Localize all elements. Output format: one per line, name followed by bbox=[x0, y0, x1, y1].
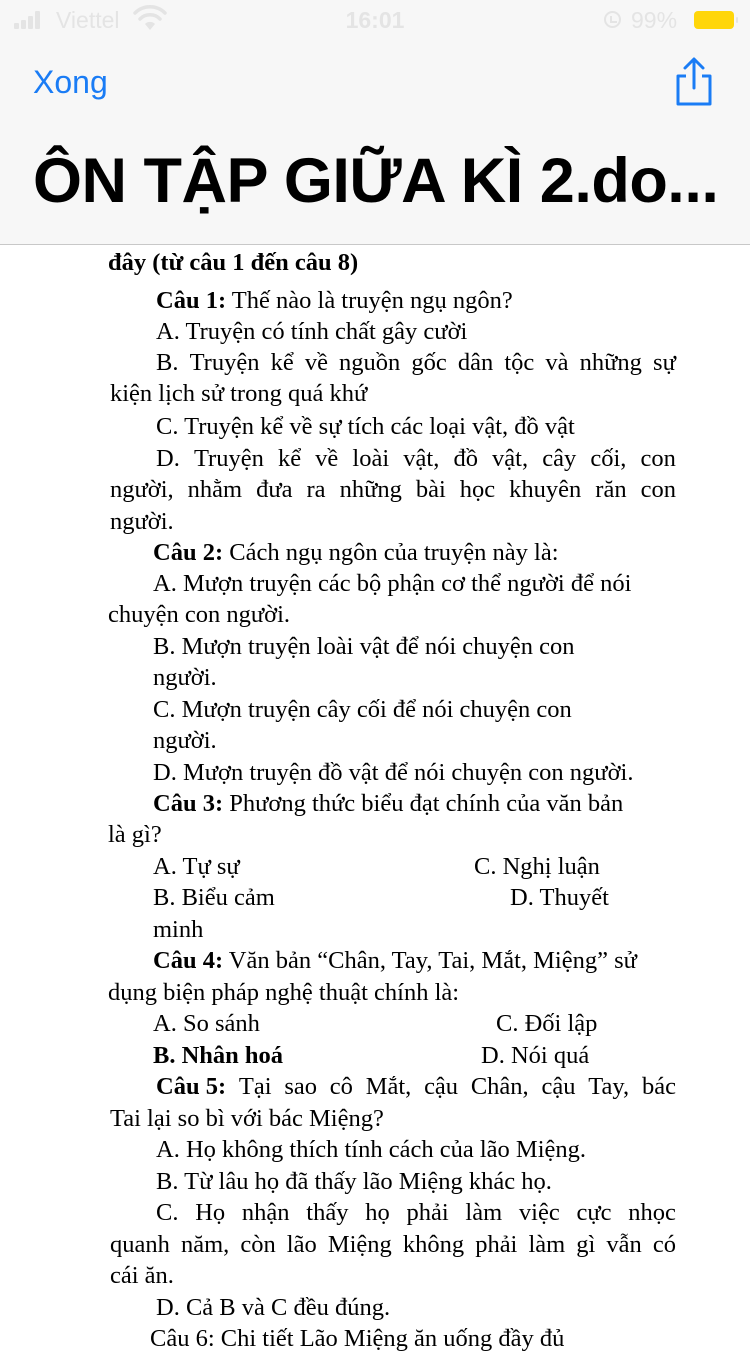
q4-option-d: D. Nói quá bbox=[481, 1042, 590, 1069]
question-6-partial: Câu 6: Chi tiết Lão Miệng ăn uống đầy đủ bbox=[150, 1325, 565, 1352]
document-content[interactable] bbox=[0, 245, 750, 1352]
q5-option-c-cont: quanh năm, còn lão Miệng không phải làm gì vẫn có bbox=[110, 1231, 676, 1258]
q5-option-d: D. Cả B và C đều đúng. bbox=[156, 1294, 391, 1321]
question-4-cont: dụng biện pháp nghệ thuật chính là: bbox=[108, 979, 460, 1006]
q2-option-a-cont: chuyện con người. bbox=[108, 601, 291, 628]
question-3: Câu 3: Phương thức biểu đạt chính của văn bản bbox=[153, 790, 624, 817]
orientation-lock-icon bbox=[604, 11, 621, 28]
share-button[interactable] bbox=[672, 56, 716, 108]
q5-option-a: A. Họ không thích tính cách của lão Miệng. bbox=[156, 1136, 587, 1163]
q2-option-d: D. Mượn truyện đồ vật để nói chuyện con người. bbox=[153, 759, 634, 786]
q2-option-a: A. Mượn truyện các bộ phận cơ thể người để nói bbox=[153, 570, 632, 597]
q1-option-d: D. Truyện kể về loài vật, đồ vật, cây cối, con bbox=[156, 445, 676, 472]
q1-option-b-cont: kiện lịch sử trong quá khứ bbox=[110, 380, 368, 407]
q5-option-c-end: cái ăn. bbox=[110, 1262, 174, 1289]
q1-option-d-end: người. bbox=[110, 508, 174, 535]
question-5-cont: Tai lại so bì với bác Miệng? bbox=[110, 1105, 384, 1132]
q2-option-c: C. Mượn truyện cây cối để nói chuyện con bbox=[153, 696, 572, 723]
q1-option-d-cont: người, nhằm đưa ra những bài học khuyên răn con bbox=[110, 476, 676, 503]
question-5: Câu 5: Tại sao cô Mắt, cậu Chân, cậu Tay, bác bbox=[156, 1073, 676, 1100]
q3-option-b: B. Biểu cảm bbox=[153, 884, 275, 911]
q1-option-b: B. Truyện kể về nguồn gốc dân tộc và những sự bbox=[156, 349, 676, 376]
battery-icon bbox=[694, 11, 734, 29]
q3-option-c: C. Nghị luận bbox=[474, 853, 600, 880]
navigation-header bbox=[0, 0, 750, 245]
section-heading: đây (từ câu 1 đến câu 8) bbox=[108, 249, 359, 276]
q2-option-c-cont: người. bbox=[153, 727, 217, 754]
status-bar bbox=[0, 0, 750, 40]
q3-option-d: D. Thuyết bbox=[510, 884, 609, 911]
question-4: Câu 4: Văn bản “Chân, Tay, Tai, Mắt, Miệng” sử bbox=[153, 947, 637, 974]
question-3-cont: là gì? bbox=[108, 821, 162, 848]
done-button[interactable]: Xong bbox=[33, 64, 108, 100]
q2-option-b-cont: người. bbox=[153, 664, 217, 691]
q3-option-d-cont: minh bbox=[153, 916, 204, 943]
q5-option-c: C. Họ nhận thấy họ phải làm việc cực nhọc bbox=[156, 1199, 676, 1226]
status-time: 16:01 bbox=[345, 7, 405, 33]
q1-option-c: C. Truyện kể về sự tích các loại vật, đồ vật bbox=[156, 413, 575, 440]
q1-option-a: A. Truyện có tính chất gây cười bbox=[156, 318, 468, 345]
q2-option-b: B. Mượn truyện loài vật để nói chuyện con bbox=[153, 633, 575, 660]
q4-option-c: C. Đối lập bbox=[496, 1010, 598, 1037]
q4-option-a: A. So sánh bbox=[153, 1010, 260, 1037]
carrier-name: Viettel bbox=[56, 7, 120, 33]
battery-percent: 99% bbox=[631, 7, 678, 33]
question-1: Câu 1: Thế nào là truyện ngụ ngôn? bbox=[156, 287, 513, 314]
document-title: ÔN TẬP GIỮA KÌ 2.do... bbox=[33, 146, 719, 216]
q5-option-b: B. Từ lâu họ đã thấy lão Miệng khác họ. bbox=[156, 1168, 552, 1195]
q3-option-a: A. Tự sự bbox=[153, 853, 240, 880]
share-icon bbox=[672, 56, 716, 108]
question-2: Câu 2: Cách ngụ ngôn của truyện này là: bbox=[153, 539, 559, 566]
q4-option-b: B. Nhân hoá bbox=[153, 1042, 284, 1069]
